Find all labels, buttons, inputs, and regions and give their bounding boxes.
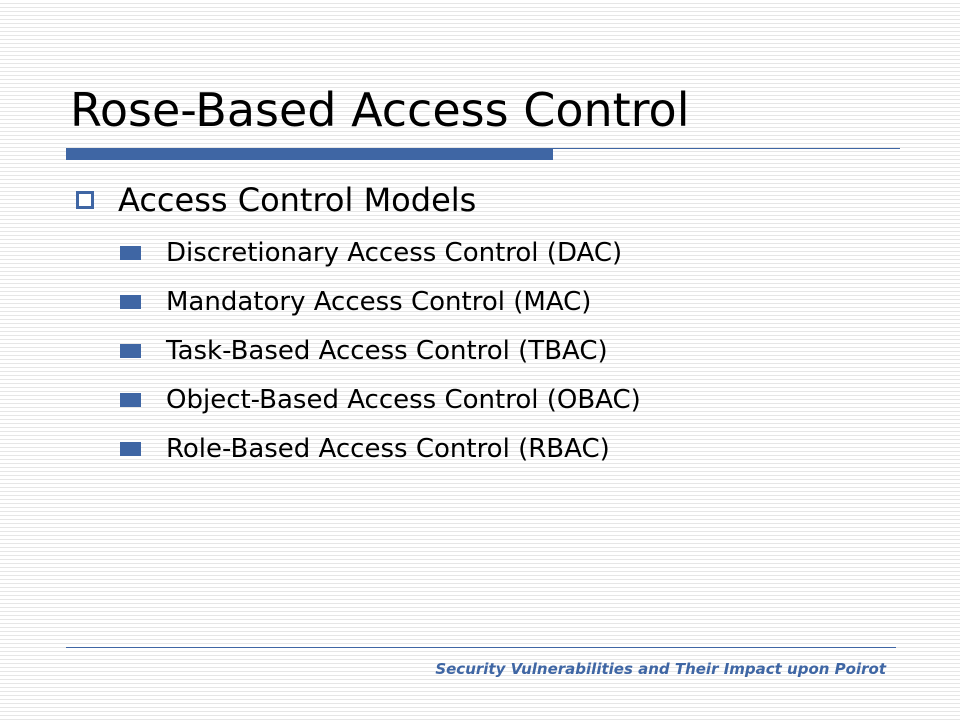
access-control-model-list <box>76 228 906 473</box>
list-item-text: Task-Based Access Control (TBAC) <box>166 335 608 366</box>
list-item-text: Mandatory Access Control (MAC) <box>166 286 592 317</box>
list-item <box>120 228 906 277</box>
list-item-text: Object-Based Access Control (OBAC) <box>166 384 641 415</box>
list-item <box>120 277 906 326</box>
title-accent-bar <box>66 148 553 160</box>
list-item-text: Role-Based Access Control (RBAC) <box>166 433 610 464</box>
footer-divider-line <box>66 647 896 648</box>
slide-title: Rose-Based Access Control <box>70 83 690 137</box>
bullet-heading-text: Access Control Models <box>118 181 477 219</box>
filled-square-bullet-icon <box>120 393 141 407</box>
list-item <box>120 326 906 375</box>
footer-caption: Security Vulnerabilities and Their Impact upon Poirot <box>435 660 886 678</box>
hollow-square-bullet-icon <box>76 191 94 209</box>
list-item <box>120 375 906 424</box>
filled-square-bullet-icon <box>120 246 141 260</box>
slide-content <box>76 176 906 473</box>
list-item <box>120 424 906 473</box>
filled-square-bullet-icon <box>120 344 141 358</box>
filled-square-bullet-icon <box>120 295 141 309</box>
filled-square-bullet-icon <box>120 442 141 456</box>
list-item-text: Discretionary Access Control (DAC) <box>166 237 623 268</box>
bullet-heading <box>76 176 906 224</box>
